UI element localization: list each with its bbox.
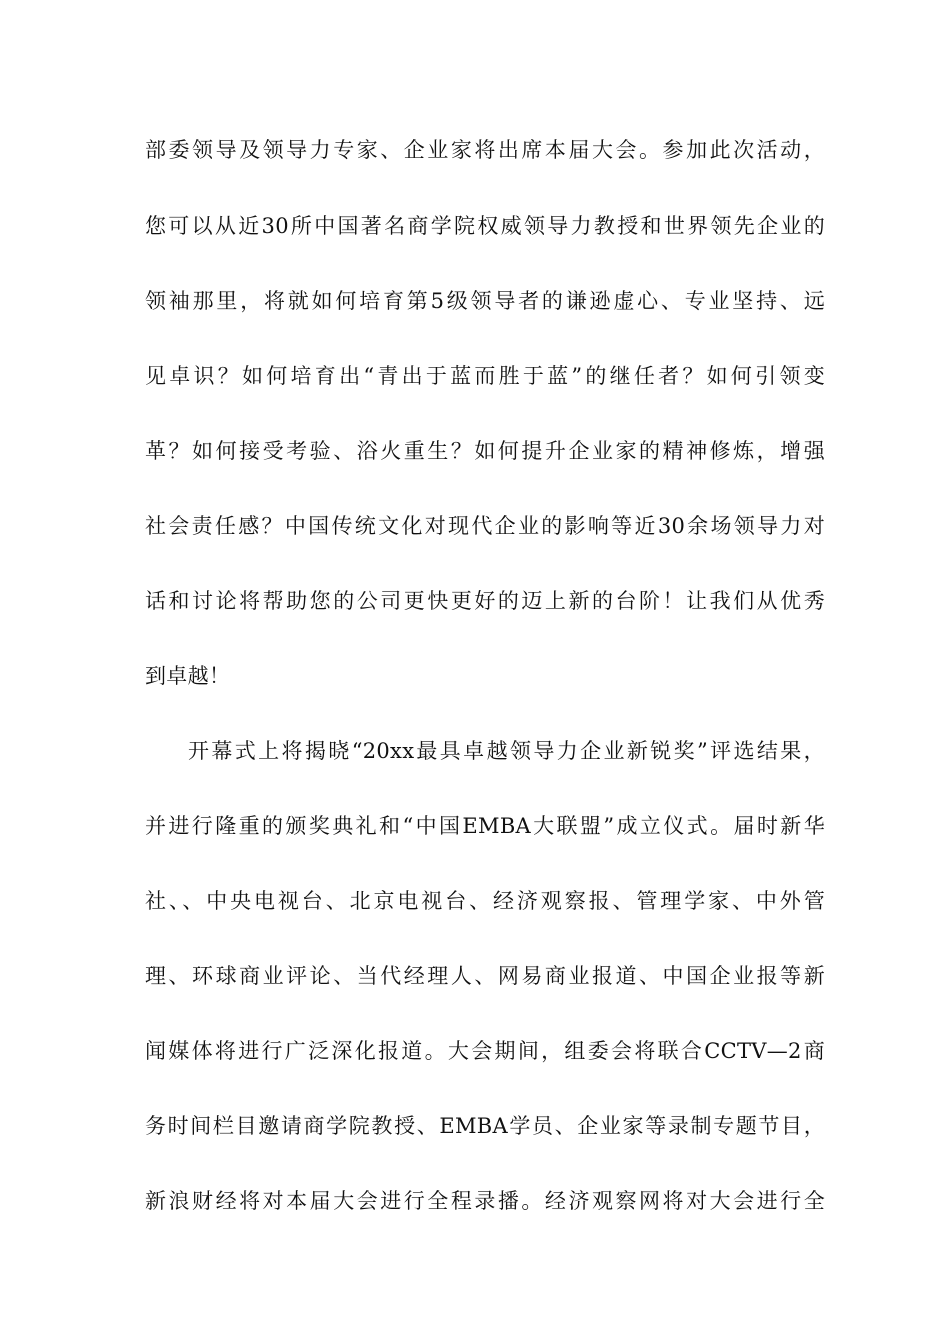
body-text-line: 社会责任感？中国传统文化对现代企业的影响等近30余场领导力对 [145, 514, 825, 538]
body-text-line: 务时间栏目邀请商学院教授、EMBA学员、企业家等录制专题节目， [145, 1114, 825, 1138]
body-text-line: 社、、中央电视台、北京电视台、经济观察报、管理学家、中外管 [145, 889, 825, 913]
body-text-line: 理、环球商业评论、当代经理人、网易商业报道、中国企业报等新 [145, 964, 825, 988]
body-text-line: 见卓识？如何培育出“青出于蓝而胜于蓝”的继任者？如何引领变 [145, 364, 825, 388]
body-text-line: 话和讨论将帮助您的公司更快更好的迈上新的台阶！让我们从优秀 [145, 589, 825, 613]
body-text-line: 革？如何接受考验、浴火重生？如何提升企业家的精神修炼，增强 [145, 439, 825, 463]
body-text-line: 到卓越！ [145, 664, 231, 688]
body-text-line: 闻媒体将进行广泛深化报道。大会期间，组委会将联合CCTV—2商 [145, 1039, 825, 1063]
body-text-line: 新浪财经将对本届大会进行全程录播。经济观察网将对大会进行全 [145, 1189, 825, 1213]
body-text-line: 开幕式上将揭晓“20xx最具卓越领导力企业新锐奖”评选结果， [188, 739, 825, 763]
body-text-line: 并进行隆重的颁奖典礼和“中国EMBA大联盟”成立仪式。届时新华 [145, 814, 825, 838]
body-text-line: 您可以从近30所中国著名商学院权威领导力教授和世界领先企业的 [145, 214, 825, 238]
body-text-line: 部委领导及领导力专家、企业家将出席本届大会。参加此次活动， [145, 138, 825, 162]
body-text-line: 领袖那里，将就如何培育第5级领导者的谦逊虚心、专业坚持、远 [145, 289, 825, 313]
